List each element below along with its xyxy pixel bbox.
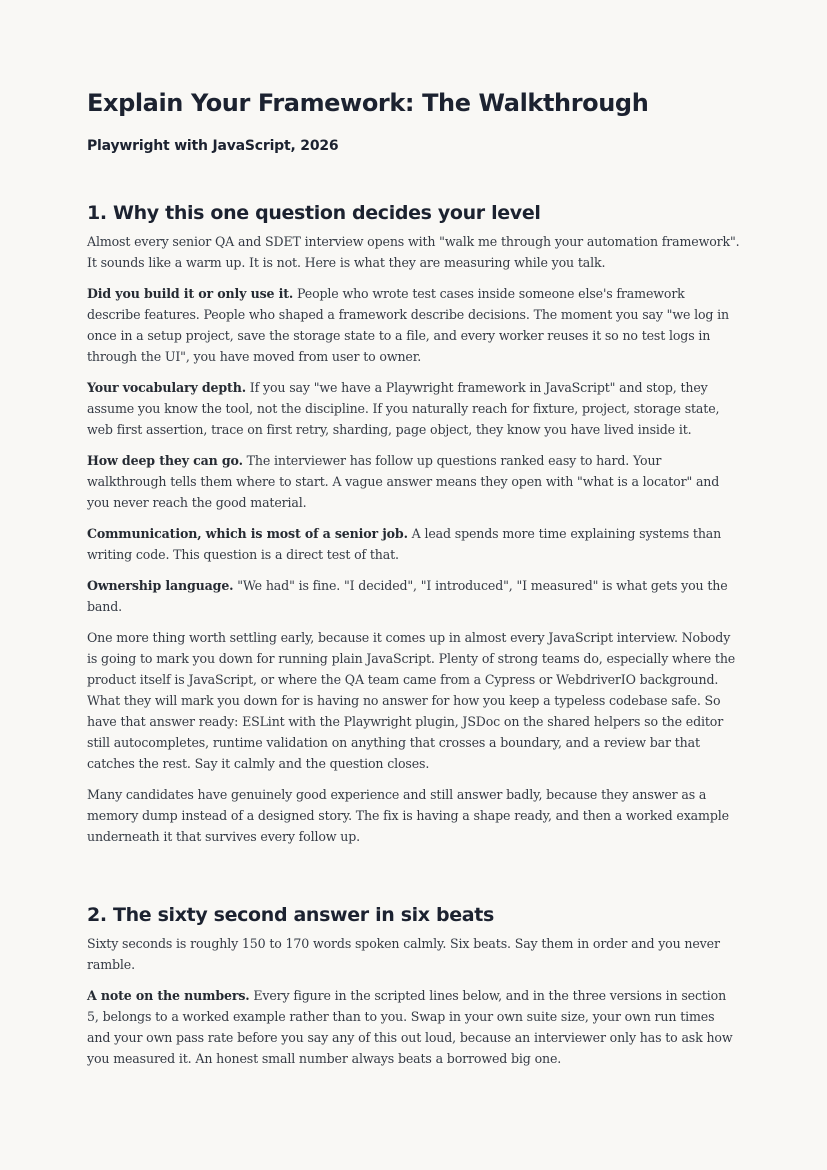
point-text: If you say "we have a Playwright framework in JavaScript" and stop, they assume you know the tool, not the discipline. If you naturally reach for fixture, project, storage state, web first assertion, trace on first retry, sharding, page object, they know you have lived inside it.: [87, 380, 720, 437]
point-text: People who wrote test cases inside someone else's framework describe features. People who shaped a framework describe decisions. The moment you say "we log in once in a setup project, save the storage state to a file, and every worker reuses it so no test logs in through the UI", you have moved from user to owner.: [87, 286, 730, 364]
note-text: Every figure in the scripted lines below, and in the three versions in section 5, belongs to a worked example rather than to you. Swap in your own suite size, your own run times and your own pass rate before you say any of this out loud, because an interviewer only has to ask how you measured it. An honest small number always beats a borrowed big one.: [87, 988, 733, 1066]
point-vocabulary-depth: [87, 377, 741, 440]
section-heading: 2. The sixty second answer in six beats: [87, 904, 494, 926]
section-divider-space: [87, 857, 741, 901]
point-ownership-language: [87, 575, 741, 617]
document-title: Explain Your Framework: The Walkthrough: [87, 89, 649, 117]
point-how-deep: [87, 450, 741, 513]
section-why-question: [87, 199, 741, 847]
section-intro-paragraph: Almost every senior QA and SDET interview opens with "walk me through your automation framework". It sounds like a warm up. It is not. Here is what they are measuring while you talk.: [87, 234, 740, 270]
point-lead: Your vocabulary depth.: [87, 380, 246, 395]
point-text: A lead spends more time explaining systems than writing code. This question is a direct test of that.: [87, 526, 722, 562]
note-on-numbers: [87, 985, 741, 1069]
point-lead: How deep they can go.: [87, 453, 243, 468]
point-text: The interviewer has follow up questions ranked easy to hard. Your walkthrough tells them where to start. A vague answer means they open with "what is a locator" and you never reach the good material.: [87, 453, 720, 510]
paragraph-typeless-codebase: One more thing worth settling early, because it comes up in almost every JavaScript interview. Nobody is going to mark you down for running plain JavaScript. Plenty of strong teams do, especially where the product itself is JavaScript, or where the QA team came from a Cypress or WebdriverIO background. What they will mark you down for is having no answer for how you keep a typeless codebase safe. So have that answer ready: ESLint with the Playwright plugin, JSDoc on the shared helpers so the editor still autocompletes, runtime validation on anything that crosses a boundary, and a review bar that catches the rest. Say it calmly and the question closes.: [87, 630, 736, 771]
paragraph-memory-dump: Many candidates have genuinely good experience and still answer badly, because they answer as a memory dump instead of a designed story. The fix is having a shape ready, and then a worked example underneath it that survives every follow up.: [87, 787, 729, 844]
point-lead: Did you build it or only use it.: [87, 286, 294, 301]
point-lead: Ownership language.: [87, 578, 234, 593]
point-text: "We had" is fine. "I decided", "I introduced", "I measured" is what gets you the band.: [87, 578, 728, 614]
section-intro-paragraph: Sixty seconds is roughly 150 to 170 words spoken calmly. Six beats. Say them in order and you never ramble.: [87, 936, 720, 972]
document-subtitle: Playwright with JavaScript, 2026: [87, 138, 339, 154]
point-lead: Communication, which is most of a senior job.: [87, 526, 408, 541]
point-communication: [87, 523, 741, 565]
section-heading: 1. Why this one question decides your level: [87, 202, 541, 224]
section-sixty-second-answer: [87, 901, 741, 1069]
note-lead: A note on the numbers.: [87, 988, 250, 1003]
point-build-or-use: [87, 283, 741, 367]
